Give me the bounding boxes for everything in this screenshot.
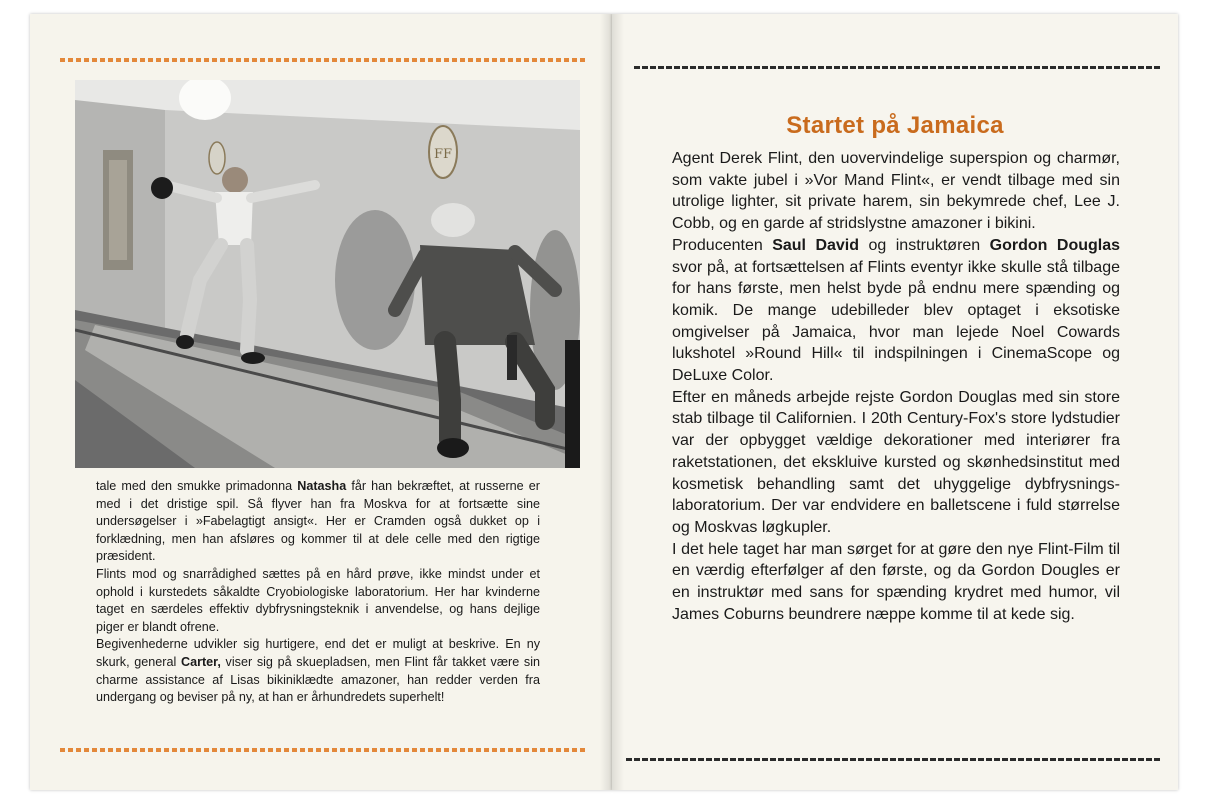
top-orange-rule bbox=[60, 58, 586, 62]
right-paragraph-4: I det hele taget har man sørget for at gøre den nye Flint-Film til en værdig efterfølger af den første, og da Gordon Dougles er en instruktør med sans for spænding krydret med humor, vil James Coburns beundrere næppe komme til at kede sig. bbox=[672, 540, 1120, 623]
right-paragraph-2: Producenten Saul David og instruktøren Gordon Douglas svor på, at fortsættelsen af Flints eventyr ikke skulle stå tilbage for hans første, men helst byde på endnu mere spænding og komik. De mange udebilleder blev optaget i eksotiske omgivelser på Jamaica, hvor man lejede Noel Cowards lukshotel »Round Hill« til indspilningen i CinemaScope og DeLuxe Color. bbox=[672, 236, 1121, 385]
name-carter: Carter, bbox=[180, 654, 221, 669]
page-title: Startet på Jamaica bbox=[786, 112, 1004, 139]
name-saul-david: Saul David bbox=[772, 236, 860, 254]
bottom-dark-rule bbox=[626, 758, 1160, 761]
svg-text:FF: FF bbox=[433, 147, 453, 162]
right-paragraph-3: Efter en måneds arbejde rejste Gordon Douglas med sin store stab tilbage til Californien. I 20th Century-Fox's store lydstudier var der opbygget vældige dekorationer med interiører fra raketstationen, det ekskluive kursted og skønhedsinstitut med kosmetisk behandling samt det uhyggelige dybfrysnings-laboratorium. Der var endvidere en balletscene i fuld størrelse og Moskvas løgkupler. bbox=[672, 388, 1120, 536]
helmet bbox=[431, 203, 475, 237]
bowling-ball bbox=[151, 177, 173, 199]
name-natasha: Natasha bbox=[297, 479, 347, 493]
right-paragraph-1: Agent Derek Flint, den uovervindelige superspion og charmør, som vakte jubel i »Vor Mand Flint«, er vendt tilbage med sin utrolige lighter, sit private harem, sin bekymrede chef, Lee J. Cobb, og en garde af stridslystne amazoner i bikini. bbox=[672, 150, 1120, 233]
left-column-text bbox=[96, 478, 540, 707]
left-paragraph-2: Flints mod og snarrådighed sættes på en hård prøve, ikke mindst under et ophold i kurstedets såkaldte Cryobiologiske laboratorium. Her har kvinderne taget en særdeles effektiv dybfrysningsteknik i anvendelse, og hans dejlige piger er blandt ofrene. bbox=[96, 566, 540, 634]
name-gordon-douglas: Gordon Douglas bbox=[989, 236, 1121, 254]
right-column-text bbox=[672, 148, 1120, 625]
bowling-scene-illustration bbox=[75, 80, 580, 468]
top-dark-rule bbox=[634, 66, 1160, 69]
left-paragraph-1: tale med den smukke primadonna Natasha får han bekræftet, at russerne er med i det dristige spil. Så flyver han fra Moskva for at fortsætte sine undersøgelser i »Fabelagtigt ansigt«. Her er Cramden også dukket op i forklædning, men han afsløres og kommer til at dele celle med den rigtige præsident. bbox=[96, 479, 540, 564]
bowling-photo bbox=[75, 80, 580, 468]
left-paragraph-3: Begivenhederne udvikler sig hurtigere, end det er muligt at beskrive. En ny skurk, general Carter, viser sig på skuepladsen, men Flint får takket være sin charme assistance af Lisas bikiniklædte amazoner, han redder verden fra undergang og beviser på ny, at han er århundredets superhelt! bbox=[96, 637, 540, 705]
bottom-orange-rule bbox=[60, 748, 586, 752]
